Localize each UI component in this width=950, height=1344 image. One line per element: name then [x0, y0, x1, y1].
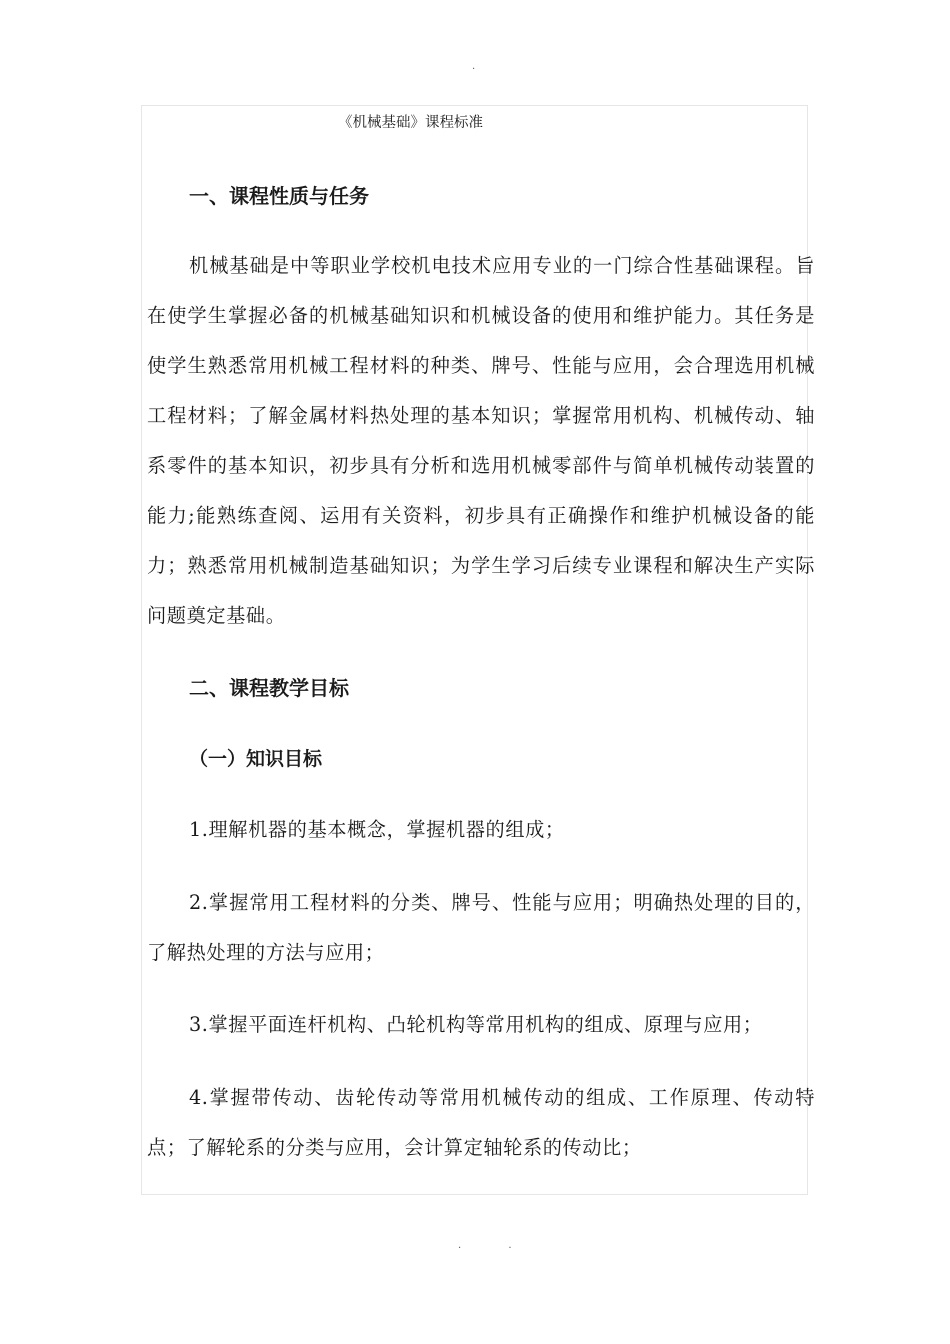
knowledge-goal-item-1: 1.理解机器的基本概念，掌握机器的组成； — [189, 818, 565, 841]
section-paragraph-nature-tasks: 机械基础是中等职业学校机电技术应用专业的一门综合性基础课程。旨在使学生掌握必备的机械基础知识和机械设备的使用和维护能力。其任务是使学生熟悉常用机械工程材料的种类、牌号、性能与应用，会合理选用机械工程材料；了解金属材料热处理的基本知识；掌握常用机构、机械传动、轴系零件的基本知识，初步具有分析和选用机械零部件与简单机械传动装置的能力;能熟练查阅、运用有关资料，初步具有正确操作和维护机械设备的能力；熟悉常用机械制造基础知识；为学生学习后续专业课程和解决生产实际问题奠定基础。 — [147, 254, 815, 627]
header-mark: . — [472, 61, 476, 72]
subsection-heading-knowledge-goals: （一）知识目标 — [189, 748, 323, 770]
document-title: 《机械基础》课程标准 — [338, 115, 483, 131]
knowledge-goal-item-2: 2.掌握常用工程材料的分类、牌号、性能与应用；明确热处理的目的，了解热处理的方法与应用； — [147, 891, 815, 964]
knowledge-goal-item-3: 3.掌握平面连杆机构、凸轮机构等常用机构的组成、原理与应用； — [189, 1013, 763, 1036]
section-heading-nature-tasks: 一、课程性质与任务 — [189, 184, 369, 208]
footer-mark: . . — [458, 1240, 534, 1251]
section-heading-teaching-goals: 二、课程教学目标 — [189, 676, 349, 700]
knowledge-goal-item-4: 4.掌握带传动、齿轮传动等常用机械传动的组成、工作原理、传动特点；了解轮系的分类与应用，会计算定轴轮系的传动比； — [147, 1086, 815, 1159]
